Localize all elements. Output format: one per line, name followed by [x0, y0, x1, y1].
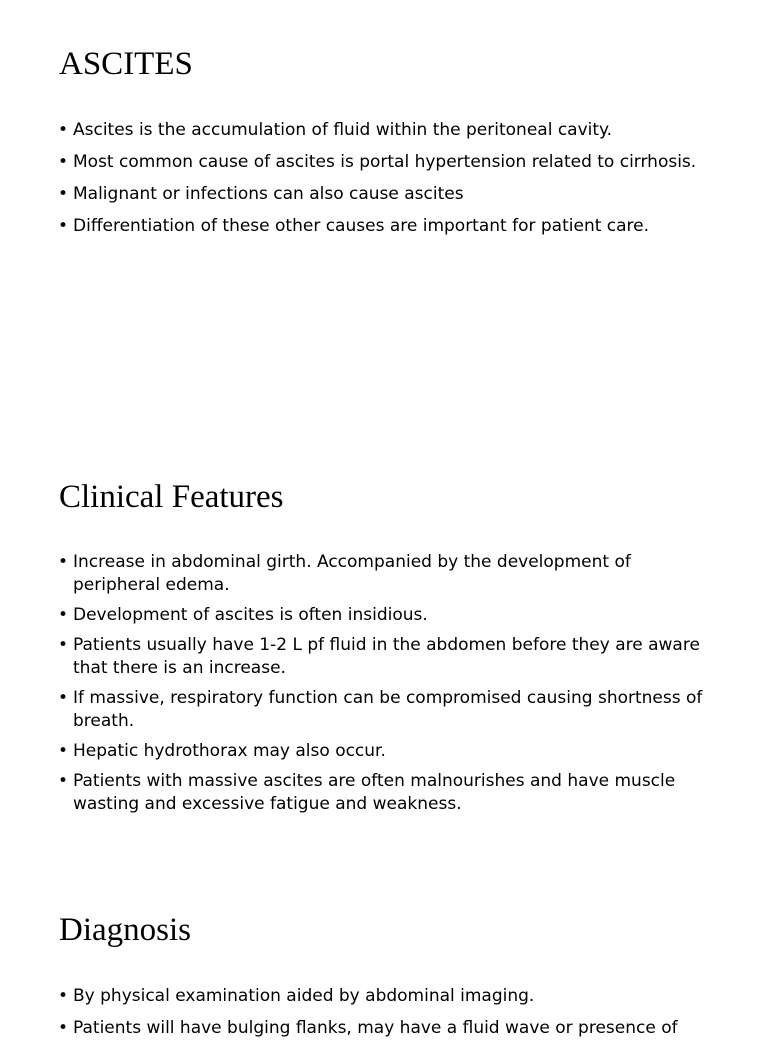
- bullet-item: • Development of ascites is often insidious.: [58, 604, 708, 627]
- bullet-item: • If massive, respiratory function can be compromised causing shortness of breath.: [58, 687, 708, 733]
- bullet-item: • Differentiation of these other causes are important for patient care.: [58, 215, 708, 238]
- bullet-item: • Most common cause of ascites is portal hypertension related to cirrhosis.: [58, 151, 708, 174]
- bullet-item: • Patients usually have 1-2 L pf fluid in the abdomen before they are aware that there is an increase.: [58, 634, 708, 680]
- bullet-list: [58, 985, 708, 1049]
- bullet-item: • Patients will have bulging flanks, may have a fluid wave or presence of: [58, 1017, 708, 1040]
- bullet-item: • Ascites is the accumulation of fluid within the peritoneal cavity.: [58, 119, 708, 142]
- bullet-item: • Hepatic hydrothorax may also occur.: [58, 740, 708, 763]
- bullet-item: • By physical examination aided by abdominal imaging.: [58, 985, 708, 1008]
- bullet-item: • Malignant or infections can also cause ascites: [58, 183, 708, 206]
- slide-title: ASCITES: [59, 46, 193, 82]
- bullet-item: • Patients with massive ascites are often malnourishes and have muscle wasting and excessive fatigue and weakness.: [58, 770, 708, 816]
- bullet-item: • Increase in abdominal girth. Accompanied by the development of peripheral edema.: [58, 551, 708, 597]
- slide-title: Clinical Features: [59, 479, 284, 515]
- slide-title: Diagnosis: [59, 912, 191, 948]
